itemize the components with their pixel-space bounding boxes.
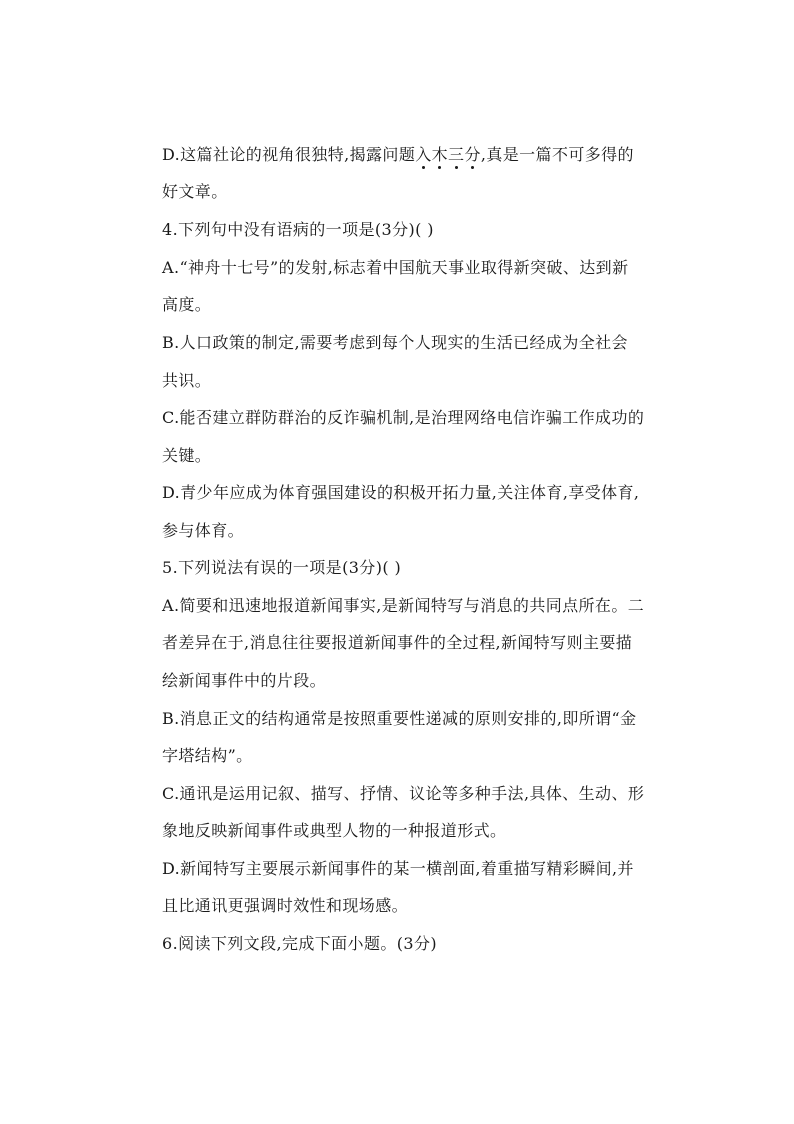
text-line: 绘新闻事件中的片段。 <box>162 671 327 690</box>
text-line: 且比通讯更强调时效性和现场感。 <box>162 896 409 915</box>
option-4a: A.“神舟十七号”的发射,标志着中国航天事业取得新突破、达到新 <box>162 258 629 277</box>
line-suffix: ,真是一篇不可多得的 <box>480 145 634 164</box>
text-line: 字塔结构”。 <box>162 746 253 765</box>
text-line: 高度。 <box>162 295 212 314</box>
option-4c: C.能否建立群防群治的反诈骗机制,是治理网络电信诈骗工作成功的 <box>162 408 645 427</box>
text-line: 好文章。 <box>162 182 228 201</box>
option-5b: B.消息正文的结构通常是按照重要性递减的原则安排的,即所谓“金 <box>162 709 637 728</box>
emphasized-char: 三 <box>448 145 465 164</box>
option-5c: C.通讯是运用记叙、描写、抒情、议论等多种手法,具体、生动、形 <box>162 784 645 803</box>
emphasized-char: 木 <box>431 145 449 164</box>
text-line: 者差异在于,消息往往要报道新闻事件的全过程,新闻特写则主要描 <box>162 633 633 652</box>
option-4d: D.青少年应成为体育强国建设的积极开拓力量,关注体育,享受体育, <box>162 483 640 502</box>
text-line: 共识。 <box>162 371 212 390</box>
emphasized-char: 分 <box>464 145 481 164</box>
text-line: 参与体育。 <box>162 521 245 540</box>
question-6-stem: 6.阅读下列文段,完成下面小题。(3分) <box>162 934 438 953</box>
emphasized-char: 入 <box>415 145 432 164</box>
option-5a: A.简要和迅速地报道新闻事实,是新闻特写与消息的共同点所在。二 <box>162 596 645 615</box>
text-line <box>162 144 642 166</box>
line-prefix: D.这篇社论的视角很独特,揭露问题 <box>162 145 416 164</box>
option-4b: B.人口政策的制定,需要考虑到每个人现实的生活已经成为全社会 <box>162 333 628 352</box>
question-5-stem: 5.下列说法有误的一项是(3分)( ) <box>162 558 402 577</box>
text-line: 象地反映新闻事件或典型人物的一种报道形式。 <box>162 821 507 840</box>
question-4-stem: 4.下列句中没有语病的一项是(3分)( ) <box>162 220 434 239</box>
text-line: 关键。 <box>162 446 212 465</box>
option-5d: D.新闻特写主要展示新闻事件的某一横剖面,着重描写精彩瞬间,并 <box>162 859 634 878</box>
